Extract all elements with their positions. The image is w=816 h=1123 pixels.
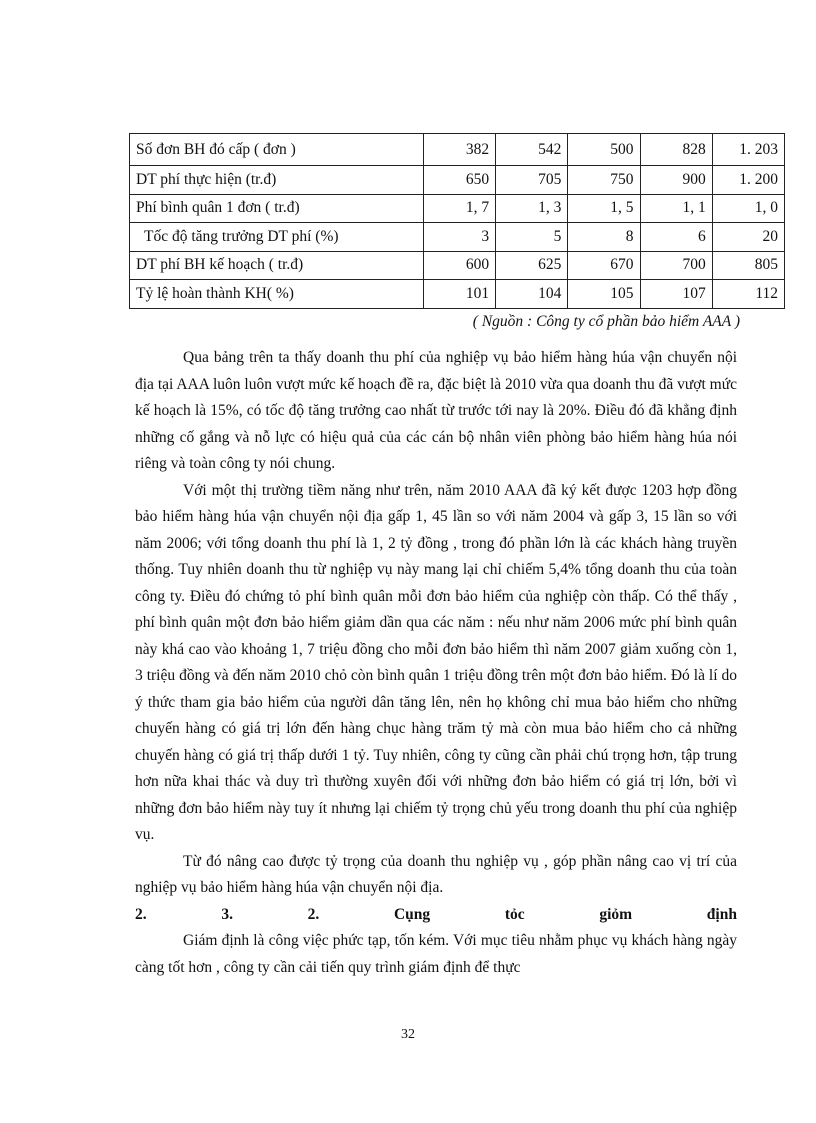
table-row [130,280,785,309]
row-label: Số đơn BH đó cấp ( đơn ) [130,134,424,166]
heading-number: 3. [221,905,233,923]
heading-word: Cụng [393,905,431,923]
table-cell: 670 [568,251,640,280]
table-cell: 1, 7 [423,194,495,223]
table-row [130,134,785,166]
heading-number: 2. [135,905,147,923]
table-cell: 1. 203 [712,134,784,166]
table-row [130,223,785,252]
row-label: Phí bình quân 1 đơn ( tr.đ) [130,194,424,223]
table-cell: 705 [496,166,568,195]
paragraph: Giám định là công việc phức tạp, tốn kém. Với mục tiêu nhằm phục vụ khách hàng ngày càng tốt hơn , công ty cần cải tiến quy trình giám định để thực [135,932,737,976]
body-text [135,345,737,981]
table-cell: 101 [423,280,495,309]
table-cell: 3 [423,223,495,252]
table-cell: 600 [423,251,495,280]
table-cell: 900 [640,166,712,195]
table-row [130,251,785,280]
table-cell: 112 [712,280,784,309]
table-cell: 1, 3 [496,194,568,223]
row-label: DT phí thực hiện (tr.đ) [130,166,424,195]
table-cell: 6 [640,223,712,252]
heading-word: định [706,905,737,923]
table-cell: 650 [423,166,495,195]
table-source-note: ( Nguồn : Công ty cổ phần bảo hiểm AAA ) [472,313,740,330]
table-cell: 500 [568,134,640,166]
table-cell: 700 [640,251,712,280]
row-label: Tốc độ tăng trưởng DT phí (%) [130,223,424,252]
paragraph: Từ đó nâng cao được tỷ trọng của doanh thu nghiệp vụ , góp phần nâng cao vị trí của nghiệp vụ bảo hiểm hàng húa vận chuyển nội địa. [135,852,737,896]
table-cell: 382 [423,134,495,166]
table-cell: 104 [496,280,568,309]
row-label: Tỷ lệ hoàn thành KH( %) [130,280,424,309]
table-cell: 1, 1 [640,194,712,223]
table-cell: 105 [568,280,640,309]
heading-number: 2. [307,905,320,923]
paragraph: Qua bảng trên ta thấy doanh thu phí của nghiệp vụ bảo hiểm hàng húa vận chuyển nội địa tại AAA luôn luôn vượt mức kế hoạch đề ra, đặc biệt là 2010 vừa qua doanh thu đã vượt mức kế hoạch là 15%, có tốc độ tăng trưởng cao nhất từ trước tới nay là 20%. Điều đó đã khẳng định những cố gắng và nỗ lực có hiệu quả của các cán bộ nhân viên phòng bảo hiểm hàng húa nói riêng và toàn công ty nói chung. [135,349,737,472]
page-number: 32 [401,1027,415,1042]
table-cell: 5 [496,223,568,252]
row-label: DT phí BH kế hoạch ( tr.đ) [130,251,424,280]
table-cell: 750 [568,166,640,195]
table-row [130,194,785,223]
section-heading [135,902,737,929]
table-row [130,166,785,195]
table-cell: 107 [640,280,712,309]
heading-word: giỏm [599,905,633,923]
table-cell: 625 [496,251,568,280]
table-cell: 8 [568,223,640,252]
table-cell: 805 [712,251,784,280]
heading-word: tỏc [504,905,525,923]
table-cell: 20 [712,223,784,252]
table-cell: 1, 0 [712,194,784,223]
paragraph: Với một thị trường tiềm năng như trên, năm 2010 AAA đã ký kết được 1203 hợp đồng bảo hiểm hàng húa vận chuyển nội địa gấp 1, 45 lần so với năm 2004 và gấp 3, 15 lần so với năm 2006; với tổng doanh thu phí là 1, 2 tỷ đồng , trong đó phần lớn là các khách hàng truyền thống. Tuy nhiên doanh thu từ nghiệp vụ này mang lại chỉ chiếm 5,4% tổng doanh thu của toàn công ty. Điều đó chứng tỏ phí bình quân mỗi đơn bảo hiểm của nghiệp còn thấp. Có thể thấy , phí bình quân một đơn bảo hiểm giảm dần qua các năm : nếu như năm 2006 mức phí bình quân này khá cao vào khoảng 1, 7 triệu đồng cho mỗi đơn bảo hiểm thì năm 2007 giảm xuống còn 1, 3 triệu đồng và đến năm 2010 chỏ còn bình quân 1 triệu đồng trên một đơn bảo hiểm. Đó là lí do ý thức tham gia bảo hiểm của người dân tăng lên, nên họ không chỉ mua bảo hiểm cho những chuyến hàng có giá trị lớn đến hàng chục hàng trăm tỷ mà còn mua bảo hiểm cho cả những chuyến hàng có giá trị thấp dưới 1 tỷ. Tuy nhiên, công ty cũng cần phải chú trọng hơn, tập trung hơn nữa khai thác và duy trì thường xuyên đối với những đơn bảo hiểm có giá trị lớn, bởi vì những đơn bảo hiểm này tuy ít nhưng lại chiếm tỷ trọng chủ yếu trong doanh thu phí của nghiệp vụ. [135,481,737,843]
table-cell: 1, 5 [568,194,640,223]
table-cell: 828 [640,134,712,166]
statistics-table [129,133,785,309]
table-cell: 542 [496,134,568,166]
table-cell: 1. 200 [712,166,784,195]
